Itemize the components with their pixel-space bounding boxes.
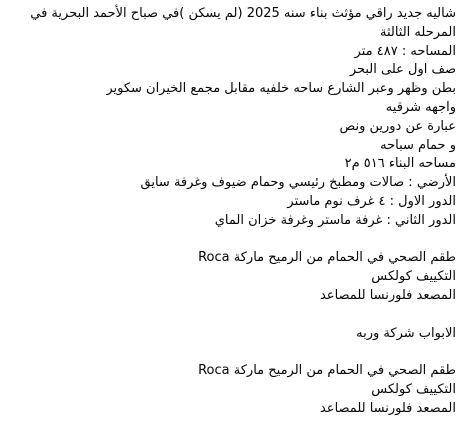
post-line-build-area: مساحه البناء ٥١٦ م٢ (344, 156, 456, 172)
post-line-area: المساحه : ٤٨٧ متر (354, 43, 456, 59)
post-line-pool: و حمام سباحه (380, 137, 456, 153)
post-line-elevator: المصعد فلورنسا للمصاعد (319, 287, 456, 303)
post-line-elevator-repeat: المصعد فلورنسا للمصاعد (319, 400, 456, 416)
post-line-sea-row: صف اول على البحر (349, 62, 456, 78)
post-line-doors: الابواب شركة وربه (356, 325, 456, 341)
post-blank-line (8, 231, 456, 250)
post-text (8, 5, 456, 419)
post-line-ground-floor: الأرضي : صالات ومطبخ رئيسي وحمام ضيوف وغرفة سايق (140, 175, 456, 191)
post-line-first-floor: الدور الاول : ٤ غرف نوم ماستر (287, 193, 456, 209)
post-line-location: بطن وظهر وعبر الشارع ساحه خلفيه مقابل مجمع الخيران سكوير (106, 81, 456, 97)
post-blank-line (8, 343, 456, 362)
post-line-sanitary: Roca طقم الصحي في الحمام من الرميح ماركة (198, 250, 456, 266)
post-line-facade: واجهه شرقيه (385, 99, 456, 115)
post-line-title: شاليه جديد راقي مؤثث بناء سنه 2025 (لم يسكن )في صباح الأحمد البحرية في (30, 6, 456, 21)
post-line-sanitary-repeat: Roca طقم الصحي في الحمام من الرميح ماركة (198, 363, 456, 379)
post-line-ac: التكييف كولكس (371, 269, 456, 285)
post-line-second-floor: الدور الثاني : غرفة ماستر وغرفة خزان الماي (214, 212, 456, 228)
post-line-phase: المرحله الثالثة (379, 24, 456, 40)
post-blank-line (8, 306, 456, 325)
post-line-ac-repeat: التكييف كولكس (371, 381, 456, 397)
post-line-floors: عبارة عن دورين ونص (339, 118, 456, 134)
